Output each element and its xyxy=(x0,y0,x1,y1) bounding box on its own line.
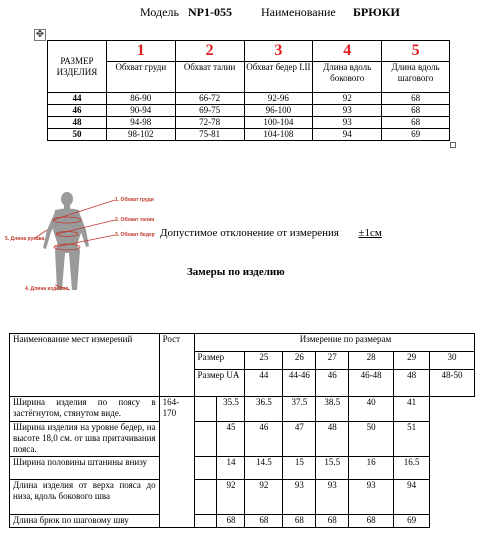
table-row xyxy=(48,117,450,129)
size-cell: 48 xyxy=(394,370,430,397)
column-number: 5 xyxy=(382,41,450,62)
size-cell: 27 xyxy=(316,352,349,370)
table-cell: 50 xyxy=(349,422,394,457)
table-cell: 66-72 xyxy=(175,93,244,105)
tolerance-line xyxy=(160,227,382,239)
table-cell: 68 xyxy=(382,93,450,105)
figure-label: 2. Обхват талии xyxy=(115,217,155,223)
measure-name: Длина изделия от верха пояса до низа, вдоль бокового шва xyxy=(10,480,160,515)
size-cell: 29 xyxy=(394,352,430,370)
table-row xyxy=(48,105,450,117)
table-cell: 94 xyxy=(394,480,430,515)
measure-name: Ширина изделия по поясу в застёгнутом, стянутом виде. xyxy=(10,397,160,422)
table-cell: 16 xyxy=(349,457,394,480)
table-cell: 72-78 xyxy=(175,117,244,129)
table-cell: 15 xyxy=(283,457,316,480)
table-move-handle-icon[interactable]: ✥ xyxy=(35,29,45,40)
ua-row-label: Размер UA xyxy=(194,370,245,397)
column-number: 3 xyxy=(244,41,313,62)
column-header-sizes: Измерение по размерам xyxy=(217,334,475,352)
name-label: Наименование xyxy=(261,5,336,19)
table-cell: 36.5 xyxy=(245,397,283,422)
size-cell: 26 xyxy=(283,352,316,370)
name-value: БРЮКИ xyxy=(353,5,400,19)
table-row xyxy=(10,397,475,422)
figure-label: 5. Длина рукава xyxy=(5,236,45,242)
table-cell: 14.5 xyxy=(245,457,283,480)
size-cell: 48-50 xyxy=(430,370,475,397)
silhouette-icon xyxy=(43,192,89,290)
measure-name: Длина брюк по шаговому шву xyxy=(10,515,160,528)
table-cell: 92 xyxy=(217,480,245,515)
table-cell: 75-81 xyxy=(175,129,244,141)
column-number: 2 xyxy=(175,41,244,62)
tolerance-value: ±1см xyxy=(358,227,382,239)
table-header-row xyxy=(10,334,475,352)
table-cell: 16.5 xyxy=(394,457,430,480)
measurements-table xyxy=(9,333,475,528)
column-label: Обхват талии xyxy=(175,62,244,93)
table-cell: 68 xyxy=(349,515,394,528)
size-cell: 25 xyxy=(245,352,283,370)
table-cell: 92 xyxy=(245,480,283,515)
table-cell: 100-104 xyxy=(244,117,313,129)
table-cell: 92 xyxy=(313,93,382,105)
column-label: Длина вдоль бокового xyxy=(313,62,382,93)
table-cell: 86-90 xyxy=(106,93,175,105)
size-cell: 46 xyxy=(316,370,349,397)
table-cell: 68 xyxy=(382,117,450,129)
model-label: Модель xyxy=(140,5,179,19)
size-cell: 30 xyxy=(430,352,475,370)
column-number: 4 xyxy=(313,41,382,62)
table-cell: 14 xyxy=(217,457,245,480)
table-cell: 68 xyxy=(316,515,349,528)
size-table xyxy=(47,40,450,141)
size-table-header-row xyxy=(48,41,450,62)
table-cell: 96-100 xyxy=(244,105,313,117)
table-cell: 98-102 xyxy=(106,129,175,141)
table-cell: 104-108 xyxy=(244,129,313,141)
height-cell: 164-170 xyxy=(159,397,194,528)
size-table-label-row xyxy=(48,62,450,93)
figure-label: 1. Обхват груди xyxy=(115,197,154,203)
table-cell: 69 xyxy=(394,515,430,528)
size-cell: 46-48 xyxy=(349,370,394,397)
column-label: Длина вдоль шагового xyxy=(382,62,450,93)
size-corner-label: РАЗМЕР ИЗДЕЛИЯ xyxy=(48,41,107,93)
table-cell: 15.5 xyxy=(316,457,349,480)
table-cell: 69-75 xyxy=(175,105,244,117)
table-cell: 69 xyxy=(382,129,450,141)
column-header-name: Наименование мест измерений xyxy=(10,334,160,397)
table-cell: 48 xyxy=(316,422,349,457)
column-label: Обхват груди xyxy=(106,62,175,93)
table-row xyxy=(10,480,475,515)
table-row xyxy=(48,93,450,105)
table-cell: 46 xyxy=(245,422,283,457)
table-cell: 35.5 xyxy=(217,397,245,422)
measure-name: Ширина изделия на уровне бедер, на высоте 18,0 см. от шва притачивания пояса. xyxy=(10,422,160,457)
table-cell: 45 xyxy=(217,422,245,457)
table-row xyxy=(48,129,450,141)
table-cell: 93 xyxy=(313,117,382,129)
column-number: 1 xyxy=(106,41,175,62)
body-measurement-figure xyxy=(5,190,155,300)
measurements-title: Замеры по изделию xyxy=(187,266,285,278)
table-cell: 93 xyxy=(316,480,349,515)
table-cell: 38.5 xyxy=(316,397,349,422)
column-label: Обхват бедер I.II xyxy=(244,62,313,93)
table-cell: 68 xyxy=(217,515,245,528)
table-cell: 93 xyxy=(283,480,316,515)
table-cell: 94-98 xyxy=(106,117,175,129)
table-cell: 68 xyxy=(382,105,450,117)
table-cell: 37.5 xyxy=(283,397,316,422)
figure-label: 3. Обхват бедер xyxy=(115,232,155,238)
table-cell: 93 xyxy=(349,480,394,515)
table-row xyxy=(10,515,475,528)
size-cell: 28 xyxy=(349,352,394,370)
table-cell: 41 xyxy=(394,397,430,422)
model-value: NP1-055 xyxy=(188,5,232,19)
table-row xyxy=(10,457,475,480)
table-row xyxy=(10,422,475,457)
figure-label: 4. Длина изделия xyxy=(25,286,69,292)
table-cell: 68 xyxy=(245,515,283,528)
tolerance-text: Допустимое отклонение от измерения xyxy=(160,227,339,239)
size-row-label: Размер xyxy=(194,352,245,370)
table-cell: 94 xyxy=(313,129,382,141)
table-cell: 40 xyxy=(349,397,394,422)
table-cell: 92-96 xyxy=(244,93,313,105)
size-cell: 44 xyxy=(245,370,283,397)
size-cell: 46 xyxy=(48,105,107,117)
table-cell: 68 xyxy=(283,515,316,528)
table-cell: 47 xyxy=(283,422,316,457)
table-resize-handle[interactable] xyxy=(450,142,456,148)
size-cell: 48 xyxy=(48,117,107,129)
table-cell: 93 xyxy=(313,105,382,117)
size-cell: 44 xyxy=(48,93,107,105)
table-cell: 51 xyxy=(394,422,430,457)
size-cell: 44-46 xyxy=(283,370,316,397)
size-cell: 50 xyxy=(48,129,107,141)
column-header-height: Рост xyxy=(159,334,194,397)
measure-name: Ширина половины штанины внизу xyxy=(10,457,160,480)
table-cell: 90-94 xyxy=(106,105,175,117)
